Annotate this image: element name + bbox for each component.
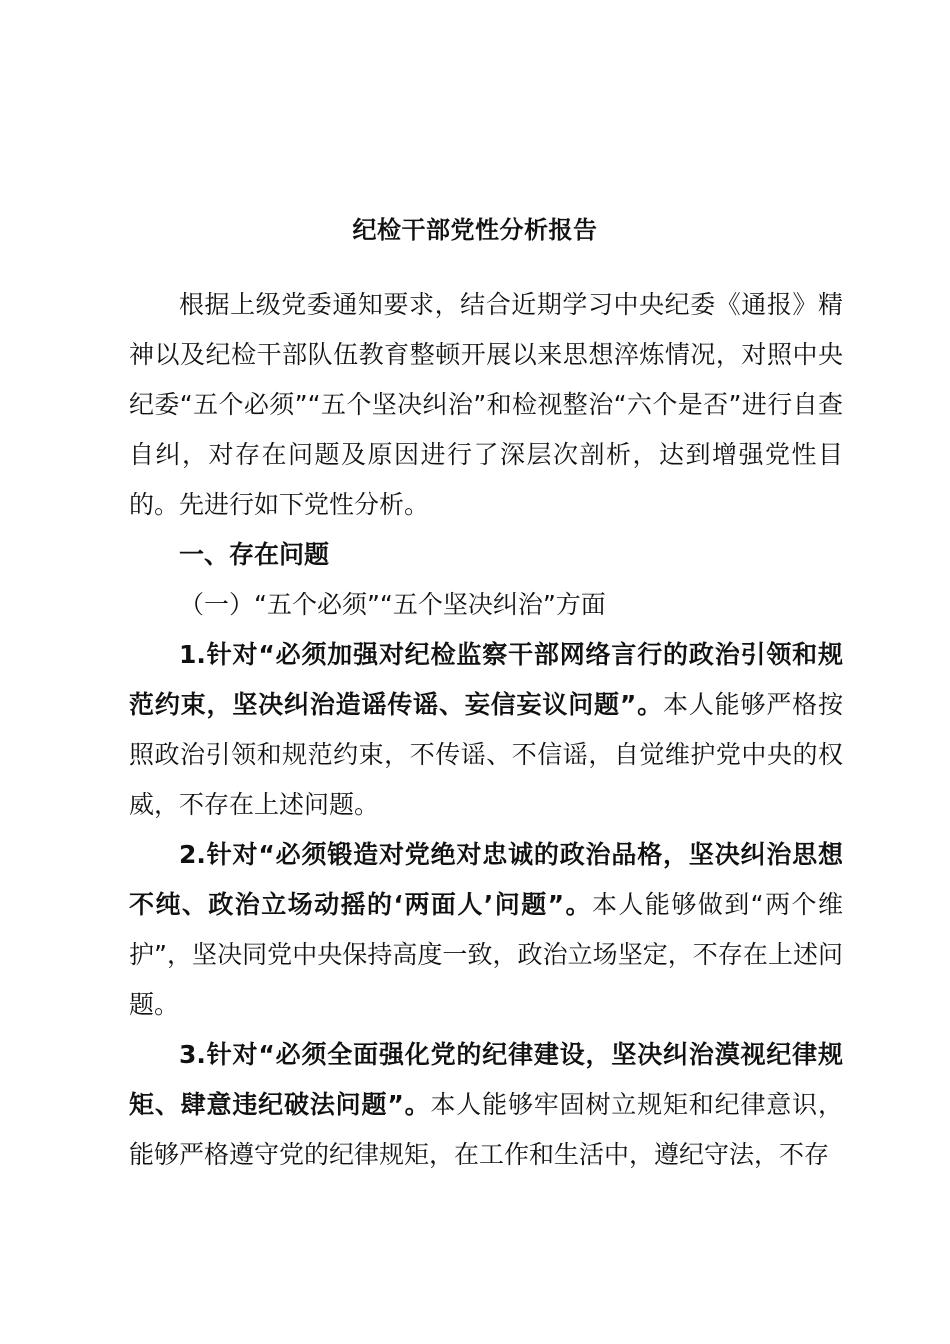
item-text: 本人能够严格按照政治引领和规范约束，不传谣、不信谣，自觉维护党中央的权威，不存在上述问题。 (129, 690, 843, 819)
item-text: 本人能够做到“两个维护”，坚决同党中央保持高度一致，政治立场坚定，不存在上述问题。 (129, 890, 843, 1019)
item-lead: 1.针对“必须加强对纪检监察干部网络言行的政治引领和规范约束，坚决纠治造谣传谣、妄信妄议问题”。 (129, 640, 843, 719)
item-paragraph (129, 630, 843, 830)
item-text: 本人能够牢固树立规矩和纪律意识，能够严格遵守党的纪律规矩，在工作和生活中，遵纪守法，不存 (129, 1090, 843, 1169)
item-paragraph (129, 830, 843, 1030)
intro-paragraph: 根据上级党委通知要求，结合近期学习中央纪委《通报》精神以及纪检干部队伍教育整顿开展以来思想淬炼情况，对照中央纪委“五个必须”“五个坚决纠治”和检视整治“六个是否”进行自查自纠，对存在问题及原因进行了深层次剖析，达到增强党性目的。先进行如下党性分析。 (129, 290, 843, 519)
item-lead: 3.针对“必须全面强化党的纪律建设，坚决纠治漠视纪律规矩、肆意违纪破法问题”。 (129, 1040, 843, 1119)
section-heading: 一、存在问题 (179, 540, 330, 569)
subsection-heading: （一）“五个必须”“五个坚决纠治”方面 (179, 590, 606, 619)
item-paragraph (129, 1030, 843, 1180)
document-body (129, 280, 843, 1180)
document-title: 纪检干部党性分析报告 (352, 216, 598, 244)
item-lead: 2.针对“必须锻造对党绝对忠诚的政治品格，坚决纠治思想不纯、政治立场动摇的‘两面人’问题”。 (129, 840, 843, 919)
